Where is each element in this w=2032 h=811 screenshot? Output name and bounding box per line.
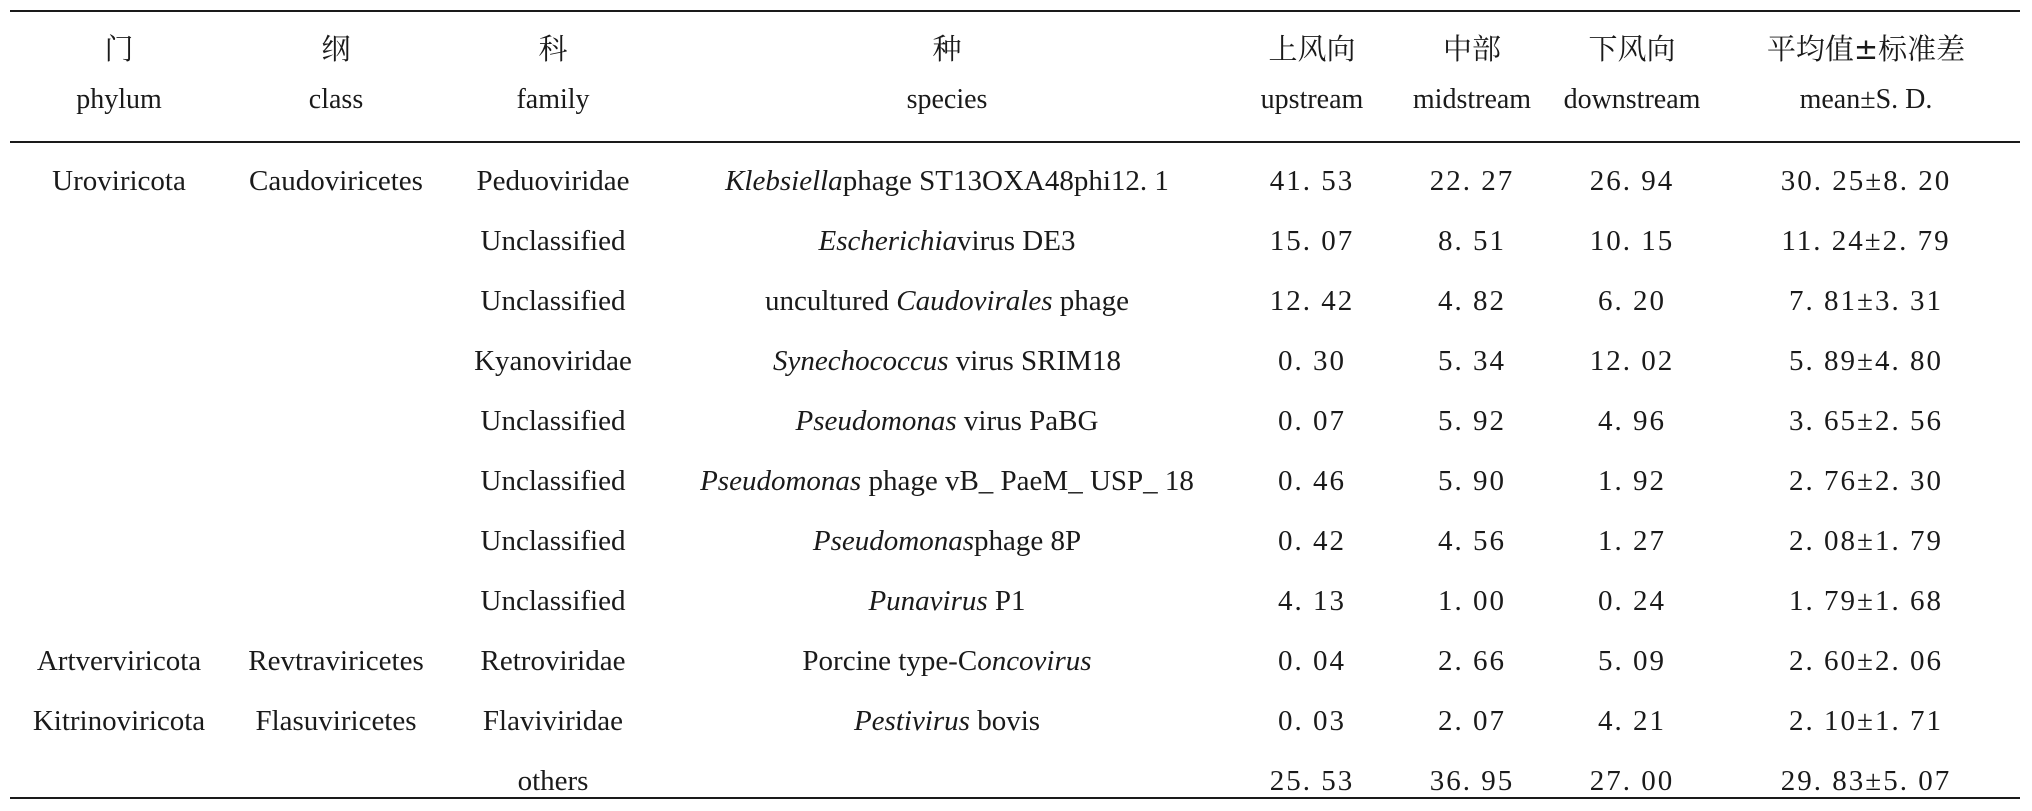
cell-mean-sd: 2. 76±2. 30: [1789, 464, 1943, 497]
cell-phylum: [10, 451, 228, 511]
cell-upstream: 0. 04: [1278, 644, 1346, 677]
cell-mean-sd: 7. 81±3. 31: [1789, 284, 1943, 317]
cell-species: [662, 211, 1232, 271]
cell-class: [228, 271, 444, 331]
cell-phylum: [10, 211, 228, 271]
cell-downstream: 4. 96: [1598, 404, 1666, 437]
cell-family: Peduoviridae: [476, 164, 630, 197]
cell-phylum: Kitrinoviricota: [32, 704, 206, 737]
cell-mean-sd: 2. 10±1. 71: [1789, 704, 1943, 737]
cell-downstream: 5. 09: [1598, 644, 1666, 677]
cell-midstream: 5. 92: [1438, 404, 1506, 437]
cell-upstream: 0. 42: [1278, 524, 1346, 557]
cell-downstream: 4. 21: [1598, 704, 1666, 737]
cell-midstream: 2. 66: [1438, 644, 1506, 677]
table-row: [10, 571, 2020, 631]
cell-class: [228, 751, 444, 811]
cell-family: Unclassified: [480, 284, 626, 317]
header-class: 纲 class: [308, 32, 364, 115]
cell-midstream: 1. 00: [1438, 584, 1506, 617]
cell-species: [662, 271, 1232, 331]
cell-phylum: [10, 271, 228, 331]
cell-family: Retroviridae: [480, 644, 626, 677]
cell-midstream: 2. 07: [1438, 704, 1506, 737]
cell-species: [662, 391, 1232, 451]
cell-mean-sd: 2. 08±1. 79: [1789, 524, 1943, 557]
species-text: bovis: [969, 704, 1041, 737]
cell-upstream: 0. 46: [1278, 464, 1346, 497]
cell-upstream: 41. 53: [1269, 164, 1355, 197]
cell-class: [228, 511, 444, 571]
species-italic-text: Pestivirus: [853, 704, 970, 737]
cell-family: others: [517, 764, 589, 797]
cell-phylum: Uroviricota: [52, 164, 186, 197]
table-row: [10, 391, 2020, 451]
cell-downstream: 1. 27: [1598, 524, 1666, 557]
cell-mean-sd: 3. 65±2. 56: [1789, 404, 1943, 437]
header-phylum: 门 phylum: [76, 32, 162, 115]
header-downstream: 下风向 downstream: [1563, 32, 1701, 115]
species-italic-text: oncovirus: [977, 644, 1092, 677]
cell-midstream: 4. 82: [1438, 284, 1506, 317]
header-upstream: 上风向 upstream: [1260, 32, 1364, 115]
species-text: phage 8P: [973, 524, 1082, 557]
species-text: uncultured: [764, 284, 897, 317]
cell-family: Flaviviridae: [482, 704, 624, 737]
species-italic-text: Escherichia: [818, 224, 958, 257]
cell-upstream: 0. 03: [1278, 704, 1346, 737]
cell-class: [228, 211, 444, 271]
cell-family: Unclassified: [480, 404, 626, 437]
species-text: phage vB_ PaeM_ USP_ 18: [861, 464, 1194, 497]
species-italic-text: Pseudomonas: [812, 524, 974, 557]
cell-downstream: 1. 92: [1598, 464, 1666, 497]
header-midstream: 中部 midstream: [1412, 32, 1532, 115]
cell-upstream: 25. 53: [1269, 764, 1355, 797]
cell-class: [228, 391, 444, 451]
species-italic-text: Pseudomonas: [700, 464, 862, 497]
cell-upstream: 12. 42: [1269, 284, 1355, 317]
cell-species: [662, 143, 1232, 211]
table-row: [10, 511, 2020, 571]
table-row: [10, 143, 2020, 211]
cell-class: [228, 451, 444, 511]
cell-class: [228, 331, 444, 391]
cell-midstream: 5. 90: [1438, 464, 1506, 497]
cell-phylum: [10, 751, 228, 811]
cell-downstream: 10. 15: [1589, 224, 1675, 257]
species-italic-text: Synechococcus: [773, 344, 949, 377]
species-text: virus DE3: [957, 224, 1076, 257]
cell-downstream: 26. 94: [1589, 164, 1675, 197]
cell-upstream: 15. 07: [1269, 224, 1355, 257]
cell-midstream: 22. 27: [1429, 164, 1515, 197]
species-text: virus SRIM18: [948, 344, 1121, 377]
species-text: phage ST13OXA48phi12. 1: [842, 164, 1169, 197]
table-row: [10, 451, 2020, 511]
cell-species: [662, 691, 1232, 751]
table-row: [10, 631, 2020, 691]
cell-family: Unclassified: [480, 584, 626, 617]
cell-species: [662, 631, 1232, 691]
cell-class: Revtraviricetes: [248, 644, 424, 677]
cell-downstream: 27. 00: [1589, 764, 1675, 797]
cell-mean-sd: 11. 24±2. 79: [1781, 224, 1951, 257]
cell-phylum: Artverviricota: [36, 644, 202, 677]
cell-midstream: 4. 56: [1438, 524, 1506, 557]
table-row: [10, 331, 2020, 391]
cell-species: [662, 331, 1232, 391]
species-italic-text: Pseudomonas: [795, 404, 957, 437]
cell-class: Flasuviricetes: [255, 704, 417, 737]
cell-species: [662, 751, 1232, 811]
species-text: P1: [987, 584, 1026, 617]
table-row: [10, 751, 2020, 811]
virus-abundance-table: [10, 0, 2020, 811]
cell-species: [662, 511, 1232, 571]
cell-mean-sd: 30. 25±8. 20: [1780, 164, 1952, 197]
table-row: [10, 211, 2020, 271]
cell-downstream: 12. 02: [1589, 344, 1675, 377]
cell-mean-sd: 1. 79±1. 68: [1789, 584, 1943, 617]
cell-mean-sd: 2. 60±2. 06: [1789, 644, 1943, 677]
cell-family: Unclassified: [480, 464, 626, 497]
cell-mean-sd: 29. 83±5. 07: [1780, 764, 1952, 797]
header-species: 种 species: [906, 32, 988, 115]
cell-species: [662, 571, 1232, 631]
cell-downstream: 6. 20: [1598, 284, 1666, 317]
cell-upstream: 0. 07: [1278, 404, 1346, 437]
cell-family: Kyanoviridae: [474, 344, 632, 377]
species-italic-text: Punavirus: [868, 584, 988, 617]
species-text: virus PaBG: [956, 404, 1099, 437]
cell-phylum: [10, 331, 228, 391]
species-italic-text: Caudovirales: [896, 284, 1053, 317]
cell-family: Unclassified: [480, 524, 626, 557]
species-text: phage: [1052, 284, 1130, 317]
cell-midstream: 8. 51: [1438, 224, 1506, 257]
cell-downstream: 0. 24: [1598, 584, 1666, 617]
cell-species: [662, 451, 1232, 511]
table-header-row: [10, 0, 2020, 143]
species-text: Porcine type-C: [802, 644, 978, 677]
cell-midstream: 36. 95: [1429, 764, 1515, 797]
cell-upstream: 0. 30: [1278, 344, 1346, 377]
species-italic-text: Klebsiella: [725, 164, 843, 197]
cell-phylum: [10, 391, 228, 451]
table-row: [10, 691, 2020, 751]
cell-phylum: [10, 571, 228, 631]
header-mean-sd: 平均值±标准差 mean±S. D.: [1766, 32, 1966, 115]
cell-family: Unclassified: [480, 224, 626, 257]
cell-midstream: 5. 34: [1438, 344, 1506, 377]
cell-upstream: 4. 13: [1278, 584, 1346, 617]
table-row: [10, 271, 2020, 331]
cell-class: [228, 571, 444, 631]
cell-mean-sd: 5. 89±4. 80: [1789, 344, 1943, 377]
cell-phylum: [10, 511, 228, 571]
cell-class: Caudoviricetes: [249, 164, 423, 197]
header-family: 科 family: [516, 32, 590, 115]
